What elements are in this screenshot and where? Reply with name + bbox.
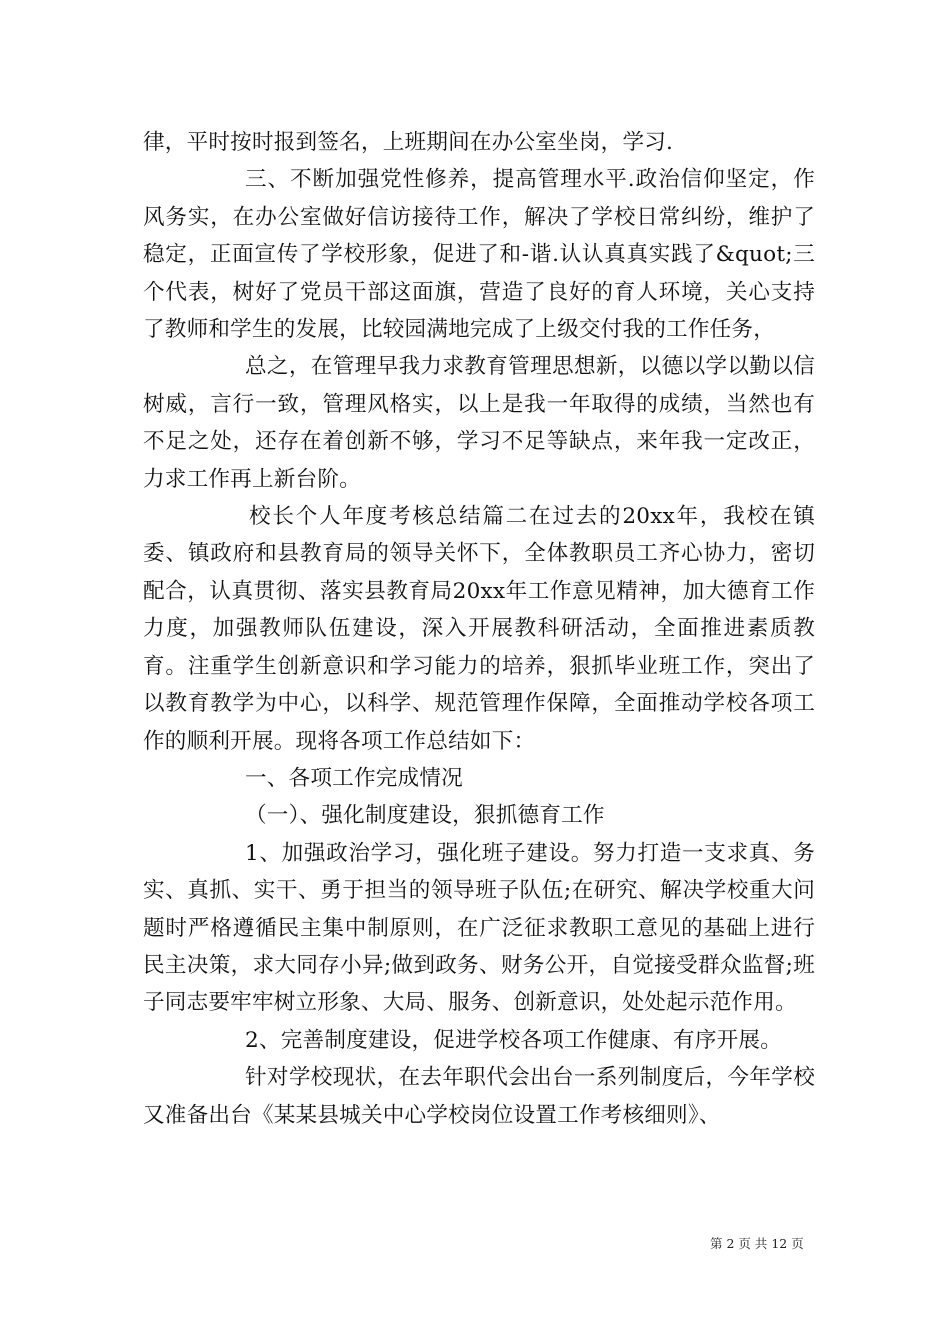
document-body: [143, 124, 815, 1134]
paragraph-7: 针对学校现状，在去年职代会出台一系列制度后，今年学校又准备出台《某某县城关中心学校岗位设置工作考核细则》、: [143, 1065, 815, 1128]
section-heading-2: （一）、强化制度建设，狠抓德育工作: [245, 803, 605, 829]
section-heading-1: 一、各项工作完成情况: [245, 765, 463, 791]
paragraph-3: 总之，在管理早我力求教育管理思想新，以德以学以勤以信树威，言行一致，管理风格实，以上是我一年取得的成绩，当然也有不足之处，还存在着创新不够，学习不足等缺点，来年我一定改正，力求工作再上新台阶。: [143, 354, 815, 492]
paragraph-4: 校长个人年度考核总结篇二在过去的20xx年，我校在镇委、镇政府和县教育局的领导关怀下，全体教职员工齐心协力，密切配合，认真贯彻、落实县教育局20xx年工作意见精神，加大德育工作力度，加强教师队伍建设，深入开展教科研活动，全面推进素质教育。注重学生创新意识和学习能力的培养，狠抓毕业班工作，突出了以教育教学为中心，以科学、规范管理作保障，全面推动学校各项工作的顺利开展。现将各项工作总结如下：: [143, 504, 815, 754]
page-number: 第 2 页 共 12 页: [710, 1236, 804, 1251]
paragraph-6: 2、完善制度建设，促进学校各项工作健康、有序开展。: [245, 1027, 782, 1053]
paragraph-5: 1、加强政治学习，强化班子建设。努力打造一支求真、务实、真抓、实干、勇于担当的领导班子队伍;在研究、解决学校重大问题时严格遵循民主集中制原则，在广泛征求教职工意见的基础上进行民主决策，求大同存小异;做到政务、财务公开，自觉接受群众监督;班子同志要牢牢树立形象、大局、服务、创新意识，处处起示范作用。: [143, 840, 815, 1016]
paragraph-2: 三、不断加强党性修养，提高管理水平.政治信仰坚定，作风务实，在办公室做好信访接待工作，解决了学校日常纠纷，维护了稳定，正面宣传了学校形象，促进了和-谐.认认真真实践了&quot;三个代表，树好了党员干部这面旗，营造了良好的育人环境，关心支持了教师和学生的发展，比较园满地完成了上级交付我的工作任务，: [143, 167, 815, 343]
paragraph-1: 律，平时按时报到签名，上班期间在办公室坐岗，学习.: [143, 130, 674, 155]
